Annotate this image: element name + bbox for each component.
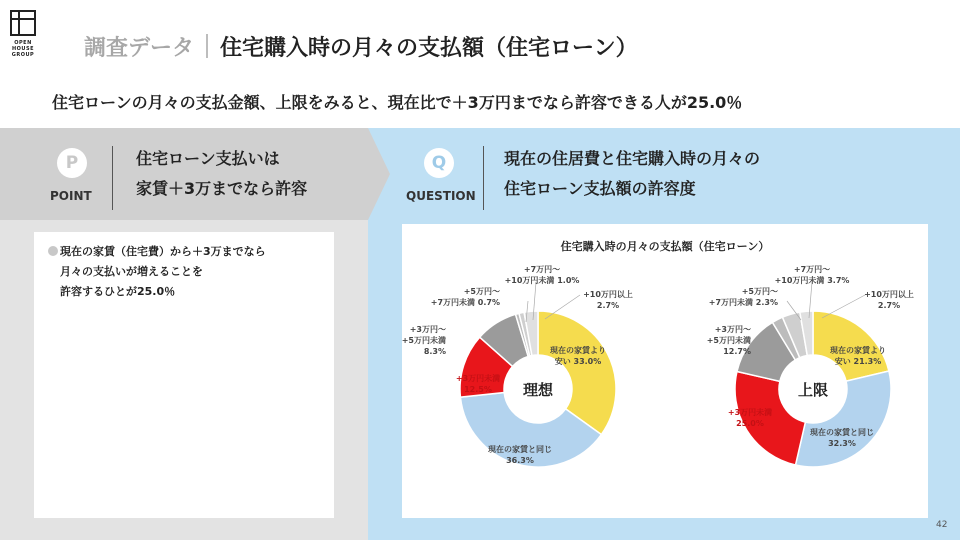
slice-label-cheaper: 現在の家賃より安い 33.0%: [550, 346, 606, 366]
point-heading-line-1: 住宅ローン支払いは: [136, 149, 280, 168]
slice-label-p3: +3万円未満 25.0%: [727, 408, 773, 428]
question-label: QUESTION: [406, 189, 476, 203]
donut-center-label: 上限: [797, 381, 829, 399]
slice-label-p10: +10万円以上 2.7%: [864, 290, 914, 310]
question-divider: [483, 146, 484, 210]
logo-line-2: HOUSE: [11, 46, 34, 52]
page-title: 住宅購入時の月々の支払額（住宅ローン）: [220, 35, 638, 61]
point-label: POINT: [50, 189, 92, 203]
slice-label-p57: +5万円～+7万円未満 0.7%: [430, 287, 500, 307]
question-heading-line-2: 住宅ローン支払額の許容度: [504, 179, 696, 198]
point-heading-line-2: 家賃＋3万までなら許容: [136, 179, 308, 198]
lead-statement: 住宅ローンの月々の支払金額、上限をみると、現在比で＋3万円までなら許容できる人が25.0％: [52, 93, 743, 112]
slice-label-cheaper: 現在の家賃より安い 21.3%: [830, 346, 886, 366]
logo-text: [6, 40, 40, 58]
slide-header: [84, 28, 638, 64]
slice-label-p710: +7万円～+10万円未満 1.0%: [504, 265, 580, 285]
donut-center-label: 理想: [522, 381, 554, 399]
chart-title: 住宅購入時の月々の支払額（住宅ローン）: [560, 240, 770, 253]
donut-slice-cheaper: [538, 311, 616, 435]
bullet-dot-icon: [48, 246, 58, 256]
slice-label-same: 現在の家賃と同じ 32.3%: [810, 428, 874, 448]
slice-label-p35: +3万円～+5万円未満 8.3%: [402, 325, 446, 356]
company-logo: [6, 8, 40, 58]
leader-line-p10: [822, 295, 865, 318]
question-heading: [504, 144, 760, 204]
slice-label-p57: +5万円～+7万円未満 2.3%: [708, 287, 778, 307]
page-number: 42: [936, 520, 948, 530]
point-heading: [136, 144, 307, 204]
logo-mark: [10, 10, 36, 36]
slice-label-p710: +7万円～+10万円未満 3.7%: [774, 265, 850, 285]
point-divider: [112, 146, 113, 210]
arrow-divider: [368, 128, 390, 220]
note-line-2: 月々の支払いが増えることを: [60, 265, 203, 278]
category-label: 調査データ: [84, 35, 195, 61]
point-note-text: [60, 242, 330, 302]
chart-container: [402, 224, 928, 518]
slice-label-same: 現在の家賃と同じ 36.3%: [488, 445, 552, 465]
slice-label-p3: +3万円未満 12.5%: [455, 374, 501, 394]
point-badge-icon: P: [57, 148, 87, 178]
slice-label-p35: +3万円～+5万円未満 12.7%: [706, 325, 751, 356]
header-divider: [206, 34, 208, 58]
question-badge-icon: Q: [424, 148, 454, 178]
slice-label-p10: +10万円以上 2.7%: [583, 290, 633, 310]
note-line-1: 現在の家賃（住宅費）から＋3万までなら: [60, 245, 266, 258]
logo-line-1: OPEN: [14, 40, 32, 46]
question-heading-line-1: 現在の住居費と住宅購入時の月々の: [504, 149, 761, 168]
donut-charts: [402, 224, 928, 518]
note-line-3: 許容するひとが25.0％: [60, 285, 176, 298]
logo-line-3: GROUP: [11, 52, 35, 58]
point-note-box: [34, 232, 334, 518]
